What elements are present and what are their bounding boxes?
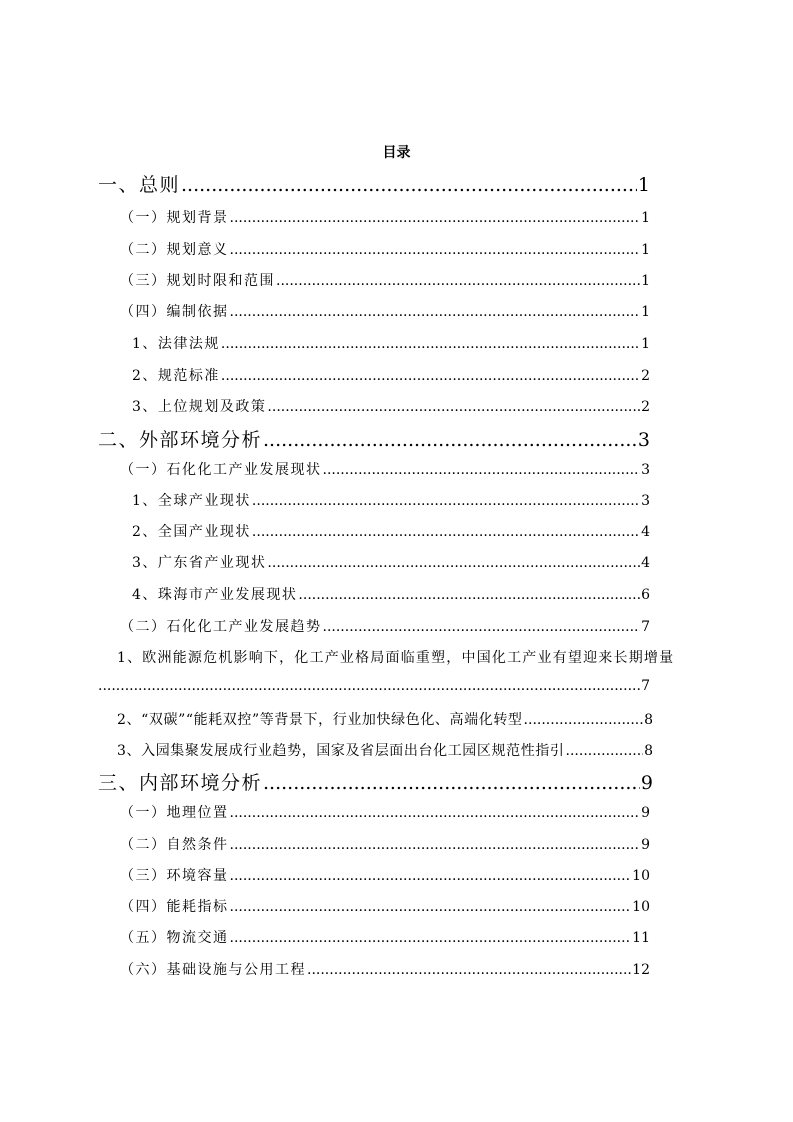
toc-entry-section[interactable] <box>0 207 793 229</box>
toc-leader <box>230 930 632 946</box>
toc-entry-page: 3 <box>641 493 650 509</box>
toc-leader <box>221 368 640 384</box>
toc-entry-text: （四）能耗指标 <box>120 899 229 915</box>
toc-leader <box>267 555 640 571</box>
toc-entry-text: （一）地理位置 <box>120 805 229 821</box>
toc-entry-page: 1 <box>637 174 650 196</box>
toc-entry-subsection[interactable] <box>0 552 793 574</box>
toc-leader <box>230 868 632 884</box>
toc-entry-text: 2、规范标准 <box>132 368 220 384</box>
toc-leader <box>323 462 641 478</box>
toc-leader <box>263 429 637 451</box>
toc-entry-subsection[interactable] <box>0 584 793 606</box>
toc-title: 目录 <box>382 145 411 161</box>
toc-entry-page: 7 <box>641 678 650 694</box>
toc-entry-text: 二、外部环境分析 <box>98 429 263 451</box>
toc-entry-text: （二）石化化工产业发展趋势 <box>120 619 322 635</box>
toc-leader <box>307 962 631 978</box>
toc-leader <box>181 174 637 196</box>
toc-entry-page: 8 <box>644 712 653 728</box>
toc-entry-text: 3、广东省产业现状 <box>132 555 267 571</box>
toc-entry-page: 8 <box>644 743 653 759</box>
toc-entry-text: 一、总则 <box>98 174 181 196</box>
toc-entry-page: 11 <box>632 930 650 946</box>
toc-entry-page: 10 <box>632 868 650 884</box>
toc-entry-subsection[interactable] <box>0 521 793 543</box>
toc-entry-page: 7 <box>641 619 650 635</box>
toc-entry-text: 2、全国产业现状 <box>132 524 251 540</box>
toc-leader <box>230 837 641 853</box>
toc-entry-section[interactable] <box>0 239 793 261</box>
toc-entry-section[interactable] <box>0 927 793 949</box>
toc-entry-subsection[interactable] <box>0 740 793 762</box>
toc-entry-page: 4 <box>641 555 650 571</box>
toc-entry-page: 6 <box>641 587 650 603</box>
toc-leader <box>230 242 641 258</box>
toc-entry-subsection[interactable] <box>0 333 793 355</box>
toc-leader <box>98 678 640 694</box>
toc-entry-page: 1 <box>641 304 650 320</box>
toc-leader <box>524 712 644 728</box>
toc-entry-page: 1 <box>641 210 650 226</box>
toc-entry-text: （二）自然条件 <box>120 837 229 853</box>
toc-entry-subsection[interactable] <box>0 396 793 418</box>
toc-entry-page: 2 <box>641 399 650 415</box>
toc-entry-text: （三）环境容量 <box>120 868 229 884</box>
toc-entry-page: 9 <box>641 837 650 853</box>
toc-entry-section[interactable] <box>0 301 793 323</box>
toc-entry-page: 1 <box>641 242 650 258</box>
toc-entry-page: 2 <box>641 368 650 384</box>
toc-entry-text: 1、欧洲能源危机影响下，化工产业格局面临重塑，中国化工产业有望迎来长期增量 <box>117 650 675 666</box>
toc-entry-text: 1、法律法规 <box>132 336 220 352</box>
toc-entry-text: 2、“双碳”“能耗双控”等背景下，行业加快绿色化、高端化转型 <box>117 712 523 728</box>
toc-entry-text: 3、入园集聚发展成行业趋势，国家及省层面出台化工园区规范性指引 <box>117 743 565 759</box>
toc-entry-text: 3、上位规划及政策 <box>132 399 267 415</box>
toc-entry-section[interactable] <box>0 834 793 856</box>
toc-entry-page: 1 <box>641 273 650 289</box>
toc-entry-text: （五）物流交通 <box>120 930 229 946</box>
toc-leader <box>566 743 644 759</box>
toc-entry-chapter-2[interactable] <box>0 425 793 455</box>
toc-entry-subsection[interactable] <box>0 490 793 512</box>
toc-entry-section[interactable] <box>0 802 793 824</box>
toc-leader <box>230 304 641 320</box>
toc-entry-page: 1 <box>641 336 650 352</box>
toc-entry-text: 1、全球产业现状 <box>132 493 251 509</box>
toc-entry-page: 3 <box>637 429 650 451</box>
toc-entry-section[interactable] <box>0 896 793 918</box>
toc-entry-section[interactable] <box>0 616 793 638</box>
toc-entry-subsection-wrapped[interactable] <box>0 647 793 694</box>
toc-leader <box>221 336 640 352</box>
toc-entry-text: （三）规划时限和范围 <box>120 273 275 289</box>
toc-entry-chapter-1[interactable] <box>0 170 793 200</box>
toc-entry-section[interactable] <box>0 865 793 887</box>
toc-leader <box>252 524 640 540</box>
toc-entry-text: （一）规划背景 <box>120 210 229 226</box>
toc-entry-page: 4 <box>641 524 650 540</box>
toc-entry-text: 4、珠海市产业发展现状 <box>132 587 298 603</box>
toc-leader <box>323 619 641 635</box>
toc-leader <box>230 805 641 821</box>
toc-entry-page: 10 <box>632 899 650 915</box>
toc-entry-subsection[interactable] <box>0 365 793 387</box>
toc-leader <box>298 587 640 603</box>
toc-entry-page: 9 <box>641 805 650 821</box>
toc-entry-text: （六）基础设施与公用工程 <box>120 962 306 978</box>
toc-leader <box>230 899 632 915</box>
toc-entry-page: 9 <box>640 772 653 794</box>
toc-entry-section[interactable] <box>0 459 793 481</box>
toc-leader <box>276 273 640 289</box>
toc-entry-text: 三、内部环境分析 <box>98 772 263 794</box>
toc-leader <box>252 493 640 509</box>
toc-entry-text: （二）规划意义 <box>120 242 229 258</box>
toc-entry-chapter-3[interactable] <box>0 768 793 798</box>
toc-entry-page: 12 <box>632 962 650 978</box>
toc-entry-page: 3 <box>641 462 650 478</box>
toc-entry-section[interactable] <box>0 959 793 981</box>
toc-entry-section[interactable] <box>0 270 793 292</box>
toc-entry-text: （四）编制依据 <box>120 304 229 320</box>
toc-entry-subsection[interactable] <box>0 709 793 731</box>
toc-leader <box>267 399 640 415</box>
toc-leader <box>230 210 641 226</box>
toc-entry-text: （一）石化化工产业发展现状 <box>120 462 322 478</box>
toc-leader <box>263 772 640 794</box>
